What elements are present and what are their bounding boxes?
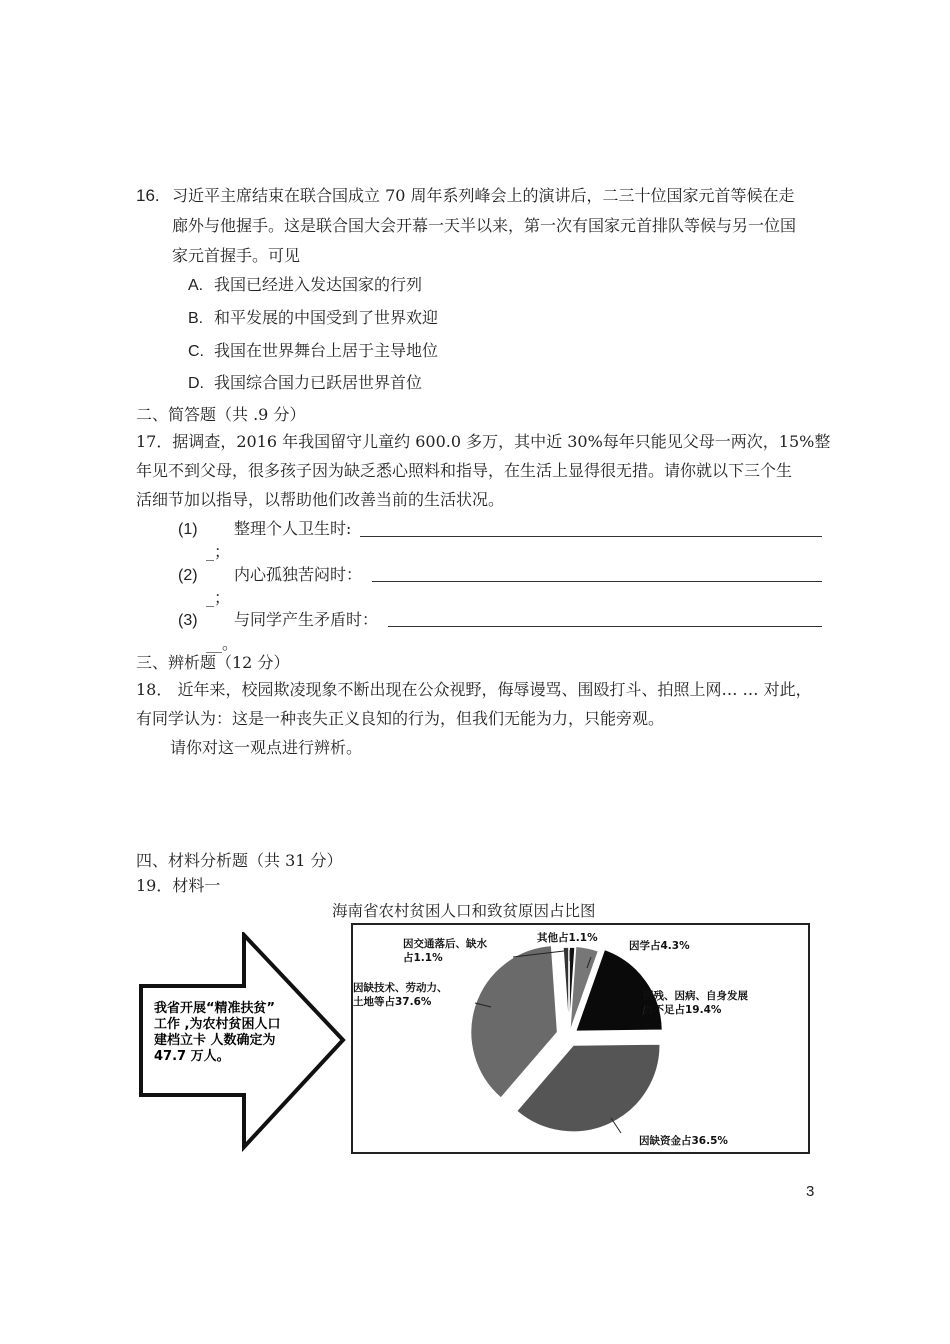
q17-item-2-tail: _；: [206, 588, 231, 607]
q18-text-line-1: 18． 近年来，校园欺凌现象不断出现在公众视野，侮辱谩骂、围殴打斗、拍照上网… … 对此，: [136, 680, 812, 699]
q16-option-a: [188, 275, 422, 296]
item-prompt: 内心孤独苦闷时：: [234, 565, 363, 584]
pie-label-study: 因学占4.3%: [629, 940, 690, 952]
pie-slice-funds: [517, 1044, 661, 1132]
pie-label-other: 其他占1.1%: [537, 932, 598, 944]
pie-label-funds: 因缺资金占36.5%: [639, 1135, 728, 1147]
pie-label-traffic: 因交通落后、缺水占1.1%: [403, 938, 487, 964]
pie-slice-tech: [471, 945, 558, 1098]
q16-text-line-1: 习近平主席结束在联合国成立 70 周年系列峰会上的演讲后，二三十位国家元首等候在走: [172, 186, 795, 205]
pie-label-illness: 因残、因病、自身发展力不足占19.4%: [643, 990, 748, 1016]
q16-number: 16.: [136, 186, 160, 205]
option-letter: D.: [188, 375, 204, 392]
q16-text-line-3: 家元首握手。可见: [172, 246, 301, 265]
pie-chart: [351, 923, 810, 1154]
answer-blank-3[interactable]: [388, 626, 822, 627]
q18-text-line-2: 有同学认为：这是一种丧失正义良知的行为，但我们无能为力，只能旁观。: [136, 709, 665, 728]
q17-text-line-2: 年见不到父母，很多孩子因为缺乏悉心照料和指导，在生活上显得很无措。请你就以下三个生: [136, 461, 793, 480]
option-text: 我国在世界舞台上居于主导地位: [214, 341, 439, 360]
item-number: (3): [178, 612, 198, 629]
item-number: (1): [178, 521, 198, 538]
q16-option-d: [188, 373, 422, 394]
arrow-text-line-1: 我省开展“精准扶贫”: [154, 1001, 276, 1016]
arrow-text-line-2: 工作 ,为农村贫困人口: [154, 1017, 281, 1032]
option-text: 和平发展的中国受到了世界欢迎: [214, 308, 439, 327]
q19-intro: 19．材料一: [136, 876, 221, 895]
option-letter: C.: [188, 343, 204, 360]
q17-text-line-3: 活细节加以指导，以帮助他们改善当前的生活状况。: [136, 490, 505, 509]
page-number: 3: [806, 1183, 815, 1200]
q16-text-line-2: 廊外与他握手。这是联合国大会开幕一天半以来，第一次有国家元首排队等候与另一位国: [172, 216, 797, 235]
q17-text-line-1: 17．据调查，2016 年我国留守儿童约 600.0 多万，其中近 30%每年只能见父母一两次，15%整: [136, 432, 831, 451]
option-text: 我国已经进入发达国家的行列: [214, 275, 423, 294]
pie-label-tech: 因缺技术、劳动力、土地等占37.6%: [353, 982, 448, 1008]
q17-item-2: [178, 565, 362, 586]
item-prompt: 整理个人卫生时:: [234, 519, 352, 538]
answer-blank-2[interactable]: [372, 581, 822, 582]
q17-item-1-tail: _；: [206, 542, 231, 561]
option-letter: B.: [188, 310, 204, 327]
section-2-heading: 二、简答题（共 .9 分）: [136, 405, 306, 424]
pie-slice-traffic: [563, 947, 569, 1034]
q16-option-c: [188, 341, 438, 362]
q17-item-3-tail: __。: [206, 634, 239, 653]
option-text: 我国综合国力已跃居世界首位: [214, 373, 423, 392]
chart-title: 海南省农村贫困人口和致贫原因占比图: [332, 902, 596, 920]
q16-option-b: [188, 308, 438, 329]
q17-item-3: [178, 610, 378, 631]
arrow-text-line-4: 47.7 万人。: [154, 1049, 230, 1064]
item-number: (2): [178, 567, 198, 584]
section-4-heading: 四、材料分析题（共 31 分）: [136, 851, 343, 870]
q18-text-line-3: 请你对这一观点进行辨析。: [170, 738, 363, 757]
arrow-text-line-3: 建档立卡 人数确定为: [154, 1033, 276, 1048]
section-3-heading: 三、辨析题（12 分）: [136, 653, 290, 672]
option-letter: A.: [188, 277, 204, 294]
q17-item-1: [178, 519, 351, 540]
answer-blank-1[interactable]: [360, 536, 822, 537]
item-prompt: 与同学产生矛盾时：: [234, 610, 379, 629]
